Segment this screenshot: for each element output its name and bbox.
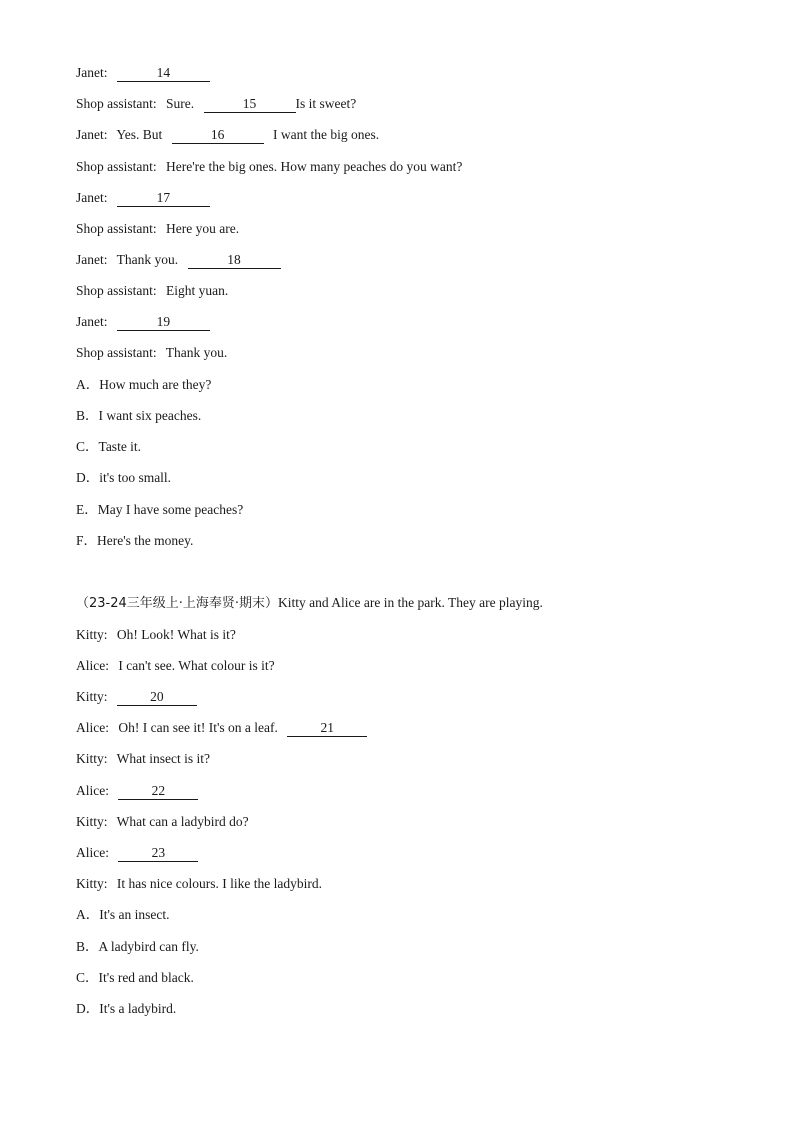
option-text: I want six peaches. — [98, 408, 202, 423]
speaker: Alice: — [76, 658, 109, 673]
option-letter: A． — [76, 907, 100, 922]
line-text: Oh! I can see it! It's on a leaf. — [118, 720, 278, 735]
option-item — [76, 968, 194, 988]
option-text: It's a ladybird. — [99, 1001, 177, 1016]
option-item — [76, 437, 141, 457]
option-letter: C． — [76, 970, 99, 985]
speaker: Shop assistant: — [76, 221, 157, 236]
dialogue-line — [76, 812, 249, 832]
answer-blank[interactable]: 14 — [117, 65, 210, 82]
speaker: Shop assistant: — [76, 159, 157, 174]
option-item — [76, 500, 243, 520]
option-letter: B． — [76, 939, 99, 954]
speaker: Kitty: — [76, 751, 108, 766]
dialogue-line — [76, 312, 210, 332]
dialogue-line — [76, 219, 239, 239]
option-text: Here's the money. — [97, 533, 194, 548]
line-text: Sure. — [166, 96, 195, 111]
option-letter: D． — [76, 1001, 100, 1016]
option-text: it's too small. — [99, 470, 172, 485]
answer-blank[interactable]: 17 — [117, 190, 210, 207]
answer-blank[interactable]: 22 — [118, 783, 198, 800]
speaker: Janet: — [76, 314, 108, 329]
dialogue-line — [76, 874, 322, 894]
line-text: Thank you. — [165, 345, 228, 360]
option-text: May I have some peaches? — [97, 502, 244, 517]
speaker: Janet: — [76, 127, 108, 142]
answer-blank[interactable]: 18 — [188, 252, 281, 269]
speaker: Alice: — [76, 783, 109, 798]
source-tag: （23-24三年级上·上海奉贤·期末） — [76, 596, 279, 611]
option-letter: F． — [76, 533, 98, 548]
dialogue-line — [76, 188, 210, 208]
option-text: It's red and black. — [98, 970, 194, 985]
dialogue-line — [76, 718, 367, 738]
line-text: Eight yuan. — [166, 283, 229, 298]
speaker: Janet: — [76, 65, 108, 80]
line-text: Here you are. — [166, 221, 240, 236]
option-item — [76, 999, 176, 1019]
answer-blank[interactable]: 23 — [118, 845, 198, 862]
option-letter: D． — [76, 470, 100, 485]
option-item — [76, 937, 199, 957]
intro-text: Kitty and Alice are in the park. They are playing. — [278, 595, 543, 610]
speaker: Kitty: — [76, 627, 108, 642]
line-text: What can a ladybird do? — [116, 814, 249, 829]
speaker: Kitty: — [76, 814, 108, 829]
answer-blank[interactable]: 21 — [287, 720, 367, 737]
speaker: Alice: — [76, 845, 109, 860]
line-text: Thank you. — [116, 252, 179, 267]
answer-blank[interactable]: 15 — [204, 96, 296, 113]
speaker: Janet: — [76, 252, 108, 267]
speaker: Alice: — [76, 720, 109, 735]
option-letter: E． — [76, 502, 98, 517]
option-letter: A． — [76, 377, 100, 392]
line-text: Yes. But — [116, 127, 163, 142]
line-text: What insect is it? — [116, 751, 211, 766]
line-text: I want the big ones. — [273, 127, 380, 142]
option-text: How much are they? — [99, 377, 212, 392]
option-item — [76, 375, 211, 395]
option-letter: C． — [76, 439, 99, 454]
option-text: It's an insect. — [99, 907, 170, 922]
dialogue-line — [76, 625, 236, 645]
dialogue-line — [76, 94, 356, 114]
speaker: Kitty: — [76, 689, 108, 704]
dialogue-line — [76, 250, 281, 270]
option-letter: B． — [76, 408, 99, 423]
passage-intro — [76, 593, 543, 613]
answer-blank[interactable]: 20 — [117, 689, 197, 706]
dialogue-line — [76, 343, 227, 363]
option-text: Taste it. — [98, 439, 142, 454]
dialogue-line — [76, 781, 198, 801]
line-text: Oh! Look! What is it? — [116, 627, 236, 642]
option-item — [76, 905, 170, 925]
speaker: Shop assistant: — [76, 345, 157, 360]
line-text: Here're the big ones. How many peaches do you want? — [166, 159, 463, 174]
speaker: Shop assistant: — [76, 96, 157, 111]
line-text: I can't see. What colour is it? — [118, 658, 275, 673]
dialogue-line — [76, 63, 210, 83]
speaker: Kitty: — [76, 876, 108, 891]
option-item — [76, 531, 193, 551]
option-text: A ladybird can fly. — [98, 939, 199, 954]
option-item — [76, 406, 201, 426]
answer-blank[interactable]: 19 — [117, 314, 210, 331]
speaker: Janet: — [76, 190, 108, 205]
answer-blank[interactable]: 16 — [172, 127, 264, 144]
dialogue-line — [76, 687, 197, 707]
line-text: It has nice colours. I like the ladybird. — [116, 876, 322, 891]
dialogue-line — [76, 749, 210, 769]
speaker: Shop assistant: — [76, 283, 157, 298]
dialogue-line — [76, 656, 275, 676]
dialogue-line — [76, 843, 198, 863]
dialogue-line — [76, 157, 462, 177]
dialogue-line — [76, 281, 228, 301]
option-item — [76, 468, 171, 488]
line-text: Is it sweet? — [295, 96, 357, 111]
dialogue-line — [76, 125, 379, 145]
